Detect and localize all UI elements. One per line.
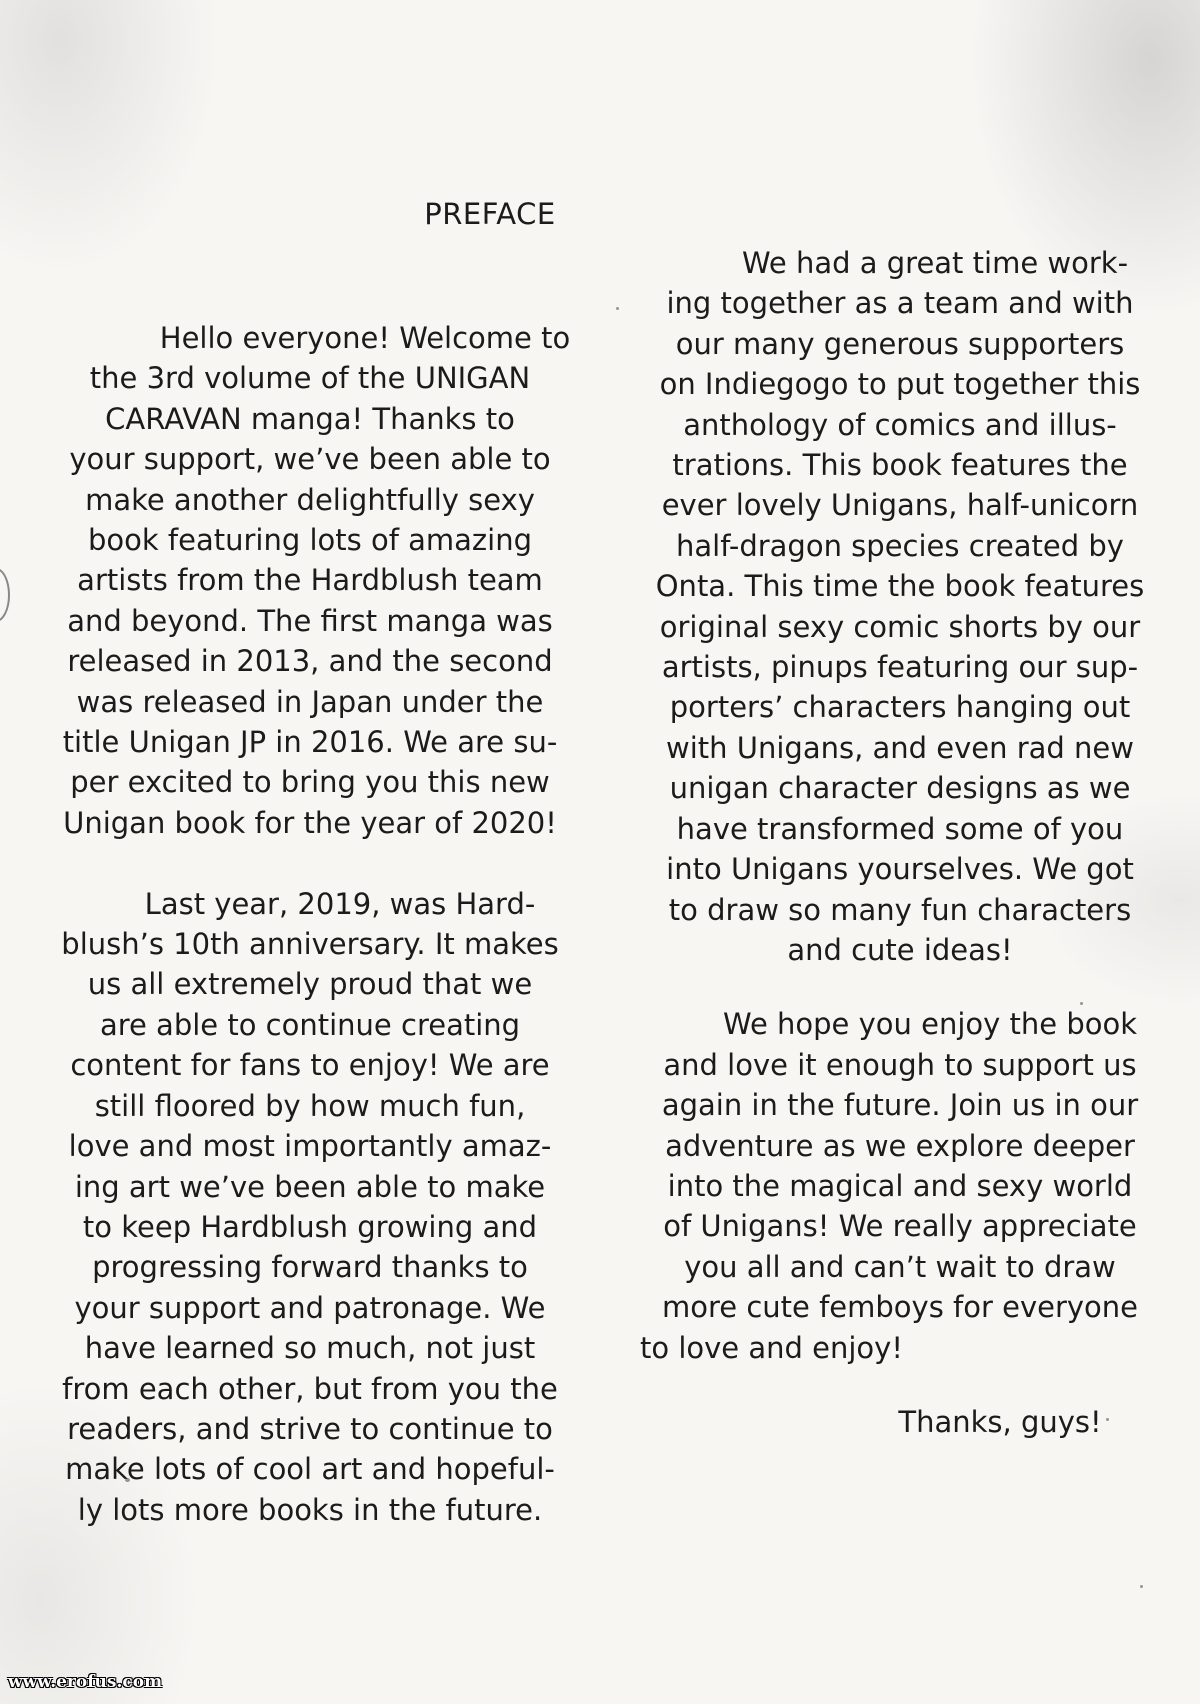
text-line: ing art we’ve been able to make [74, 1169, 546, 1204]
speck [616, 307, 619, 310]
text-line: title Unigan JP in 2016. We are su- [62, 725, 558, 760]
right-paragraph-2 [630, 1004, 1170, 1368]
text-line: Hello everyone! Welcome to [159, 321, 571, 355]
text-line: into Unigans yourselves. We got [666, 852, 1134, 887]
page-title: PREFACE [424, 197, 556, 231]
text-line: blush’s 10th anniversary. It makes [61, 927, 559, 962]
page-edge-mark [0, 568, 10, 622]
text-line: make lots of cool art and hopeful- [65, 1452, 555, 1487]
text-line: original sexy comic shorts by our [659, 609, 1141, 644]
text-line: ly lots more books in the future. [77, 1492, 543, 1527]
text-line: progressing forward thanks to [92, 1250, 528, 1285]
left-paragraph-2 [40, 884, 580, 1531]
text-line: half-dragon species created by [676, 528, 1124, 563]
text-line: unigan character designs as we [669, 771, 1131, 806]
text-line: and beyond. The first manga was [67, 603, 553, 638]
text-line: still floored by how much fun, [94, 1088, 526, 1123]
text-line: Onta. This time the book features [655, 569, 1145, 604]
text-line: released in 2013, and the second [67, 644, 553, 679]
text-line: to draw so many fun characters [668, 892, 1132, 927]
text-line: readers, and strive to continue to [67, 1411, 553, 1446]
text-line: your support and patronage. We [74, 1290, 546, 1325]
text-line: love and most importantly amaz- [68, 1129, 552, 1164]
text-line: you all and can’t wait to draw [684, 1249, 1116, 1284]
text-line: make another delightfully sexy [85, 482, 535, 517]
text-line: your support, we’ve been able to [69, 442, 551, 477]
text-line: porters’ characters hanging out [669, 690, 1131, 725]
right-column [630, 243, 1170, 1442]
text-line: of Unigans! We really appreciate [663, 1209, 1137, 1244]
text-line: ing together as a team and with [666, 286, 1134, 321]
text-line: artists from the Hardblush team [77, 563, 543, 598]
text-line: We hope you enjoy the book [722, 1007, 1138, 1042]
text-line: us all extremely proud that we [87, 967, 533, 1002]
text-line: have learned so much, not just [84, 1331, 536, 1366]
text-line: more cute femboys for everyone [661, 1290, 1139, 1325]
left-column [40, 318, 580, 1530]
left-paragraph-1 [40, 318, 580, 843]
right-paragraph-1 [630, 243, 1170, 970]
text-line: and cute ideas! [787, 932, 1013, 967]
text-line: Unigan book for the year of 2020! [63, 805, 557, 840]
text-line: CARAVAN manga! Thanks to [105, 401, 515, 436]
text-line: trations. This book features the [672, 448, 1128, 483]
text-line: the 3rd volume of the UNIGAN [89, 361, 531, 396]
text-line: are able to continue creating [99, 1007, 521, 1042]
signoff: Thanks, guys! [898, 1404, 1102, 1439]
text-line: content for fans to enjoy! We are [70, 1048, 550, 1083]
text-line: on Indiegogo to put together this [659, 367, 1141, 402]
text-line: artists, pinups featuring our sup- [661, 650, 1139, 685]
text-line: book featuring lots of amazing [88, 523, 532, 558]
text-line: from each other, but from you the [62, 1371, 558, 1406]
text-line: anthology of comics and illus- [683, 407, 1117, 442]
text-line: our many generous supporters [675, 326, 1125, 361]
text-line: Last year, 2019, was Hard- [144, 886, 536, 921]
text-line: We had a great time work- [741, 246, 1129, 280]
text-line: have transformed some of you [676, 811, 1124, 846]
text-line: into the magical and sexy world [667, 1168, 1133, 1203]
text-line: was released in Japan under the [76, 684, 544, 719]
text-line: per excited to bring you this new [70, 765, 550, 800]
speck [1140, 1585, 1143, 1588]
text-line: and love it enough to support us [663, 1047, 1137, 1082]
text-line: with Unigans, and even rad new [666, 730, 1134, 765]
text-line: adventure as we explore deeper [665, 1128, 1135, 1163]
watermark: www.erofus.com [8, 1672, 163, 1692]
text-line: to keep Hardblush growing and [82, 1209, 538, 1244]
text-line: to love and enjoy! [640, 1330, 903, 1365]
text-line: again in the future. Join us in our [661, 1088, 1139, 1123]
text-line: ever lovely Unigans, half-unicorn [661, 488, 1139, 523]
